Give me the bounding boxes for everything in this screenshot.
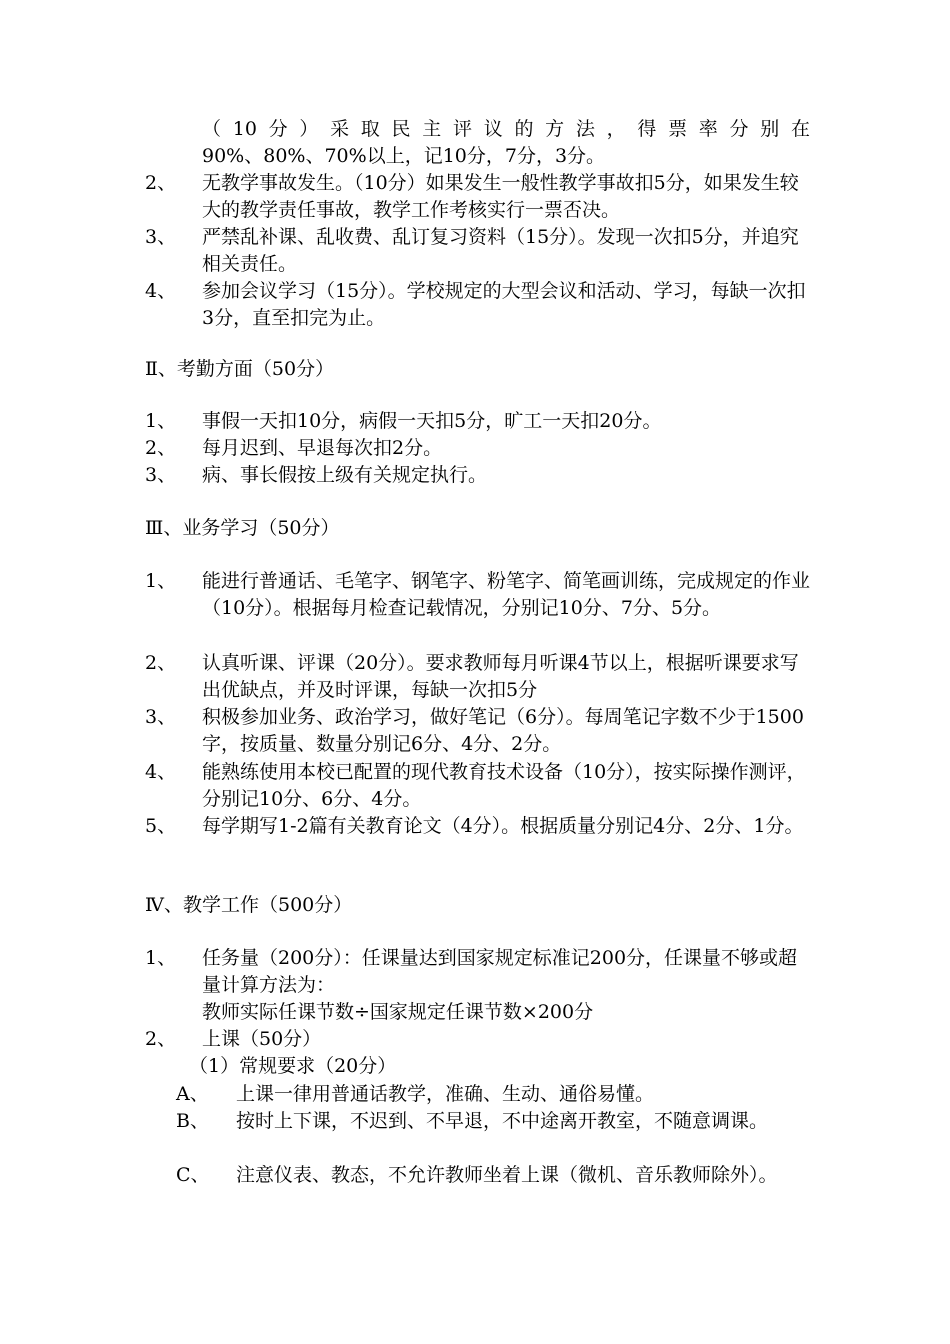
sub-list-text: 上课一律用普通话教学，准确、生动、通俗易懂。 [236,1083,655,1105]
list-number: 4、 [145,761,177,783]
section-heading: Ⅱ、考勤方面（50分） [145,358,335,380]
sub-list-letter: C、 [176,1164,210,1186]
sub-list-letter: A、 [176,1083,209,1105]
list-text: 能熟练使用本校已配置的现代教育技术设备（10分），按实际操作测评，分别记10分、6分、4分。 [202,761,806,810]
list-text: 能进行普通话、毛笔字、钢笔字、粉笔字、简笔画训练，完成规定的作业（10分）。根据每月检查记载情况，分别记10分、7分、5分。 [202,570,811,619]
list-text: 每月迟到、早退每次扣2分。 [202,437,443,459]
list-number: 4、 [145,280,177,302]
sub-list-letter: B、 [176,1110,209,1132]
paragraph-continued-line: 90%、80%、70%以上，记10分，7分，3分。 [202,145,606,167]
list-number: 3、 [145,706,177,728]
section-heading: Ⅲ、业务学习（50分） [145,517,340,539]
list-item [145,278,810,332]
list-item [145,408,810,435]
sub-list-item [176,1162,810,1189]
list-item [145,435,810,462]
list-number: 1、 [145,410,177,432]
list-item [145,224,810,278]
list-number: 2、 [145,652,177,674]
sub-list-text: 按时上下课，不迟到、不早退，不中途离开教室，不随意调课。 [236,1110,769,1132]
list-item [145,704,810,758]
list-item [145,759,810,813]
sub-list-text: 注意仪表、教态，不允许教师坐着上课（微机、音乐教师除外）。 [236,1164,778,1186]
list-text: 每学期写1-2篇有关教育论文（4分）。根据质量分别记4分、2分、1分。 [202,815,804,837]
list-item [145,945,810,1026]
list-number: 3、 [145,464,177,486]
list-text: 事假一天扣10分，病假一天扣5分，旷工一天扣20分。 [202,410,662,432]
list-text: 无教学事故发生。（10分）如果发生一般性教学事故扣5分，如果发生较大的教学责任事故，教学工作考核实行一票否决。 [202,172,799,221]
list-number: 3、 [145,226,177,248]
sub-list-item [176,1081,810,1108]
list-text: 病、事长假按上级有关规定执行。 [202,464,488,486]
subsection-heading: （1）常规要求（20分） [189,1055,397,1077]
list-number: 1、 [145,570,177,592]
formula-line: 教师实际任课节数÷国家规定任课节数×200分 [202,1001,594,1023]
list-text-main: 任务量（200分）：任课量达到国家规定标准记200分，任课量不够或超量计算方法为： [202,947,798,996]
list-text: 积极参加业务、政治学习，做好笔记（6分）。每周笔记字数不少于1500字，按质量、数量分别记6分、4分、2分。 [202,706,804,755]
sub-list-item [176,1108,810,1135]
list-text: 参加会议学习（15分）。学校规定的大型会议和活动、学习，每缺一次扣3分，直至扣完为止。 [202,280,806,329]
list-number: 2、 [145,172,177,194]
list-text: 认真听课、评课（20分）。要求教师每月听课4节以上，根据听课要求写出优缺点，并及时评课，每缺一次扣5分 [202,652,799,701]
list-number: 5、 [145,815,177,837]
list-item [145,813,810,840]
list-item [145,170,810,224]
paragraph-continued-line: （10分）采取民主评议的方法，得票率分别在 [202,118,810,140]
list-text: 严禁乱补课、乱收费、乱订复习资料（15分）。发现一次扣5分，并追究相关责任。 [202,226,799,275]
section-heading: Ⅳ、教学工作（500分） [145,894,353,916]
list-text: 上课（50分） [202,1028,322,1050]
list-number: 2、 [145,437,177,459]
list-text [202,945,810,1026]
list-item [145,1026,810,1053]
list-item [145,568,810,622]
list-number: 2、 [145,1028,177,1050]
list-item [145,650,810,704]
list-item [145,462,810,489]
list-number: 1、 [145,947,177,969]
